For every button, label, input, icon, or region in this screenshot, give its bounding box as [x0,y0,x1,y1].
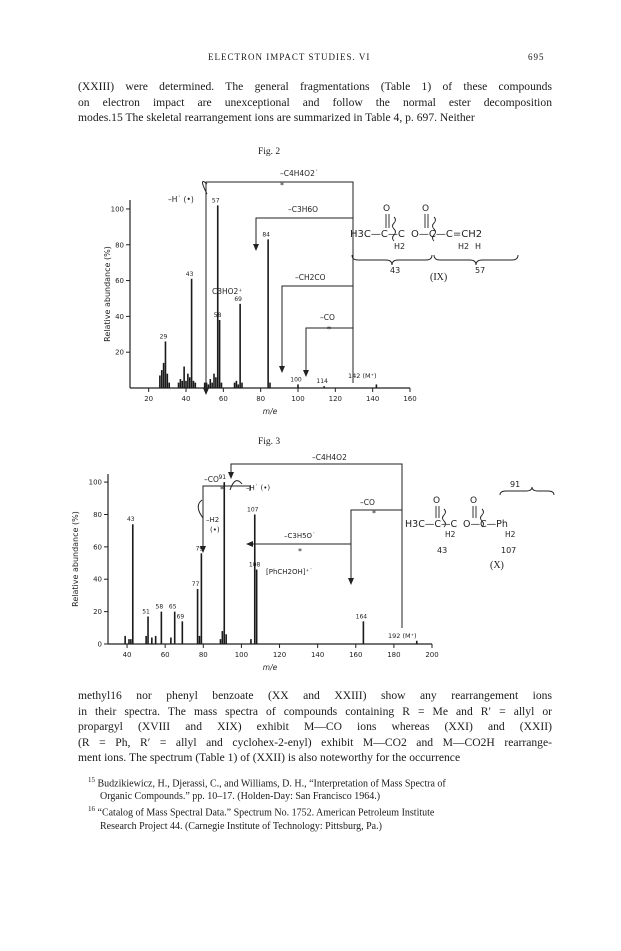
x-tick-label: 20 [144,395,154,403]
footnote-text-cont: Research Project 44. (Carnegie Institute of Technology: Pittsburg, Pa.) [100,820,382,832]
x-tick-label: 120 [272,651,287,659]
peak-label: 100 [290,376,302,384]
fig3-label-h2: –H2 [206,516,220,524]
fig3-peak-labels [127,474,367,620]
fig3-label-c3h5o: –C3H5O˙ [284,532,316,540]
peak-label: 58 [213,311,222,319]
peak-label: 57 [211,197,220,205]
y-tick-label: 20 [93,608,102,617]
fig3-compound-label: (X) [490,560,504,571]
body-paragraph [78,688,552,766]
x-tick-label: 40 [122,651,132,659]
text-line: (R = Ph, R′ = allyl and cyclohex-2-enyl) exhibit M—CO2 and M—CO2H rearrange- [78,735,552,749]
peak-label: 91 [218,474,227,482]
fig3-label-c4h4o2: –C4H4O2 [312,453,347,462]
peak-label: 114 [316,378,328,386]
peak-label: 29 [159,333,168,341]
fig2-star: * [280,181,284,190]
x-tick-label: 160 [349,651,363,659]
fig2-bracket-ch2co [282,286,353,366]
footnote-mark: 15 [88,776,95,784]
fig2-bracket-co [306,328,353,370]
y-axis-label: Relative abundance (%) [103,246,112,342]
page-number: 695 [528,52,545,62]
footnote-text: Budzikiewicz, H., Djerassi, C., and Williams, D. H., “Interpretation of Mass Spectra of [97,778,446,790]
footnote-mark: 16 [88,805,95,814]
fig2-bracket-c4h4o2 [206,182,353,388]
fig2-label-ch2co: –CH2CO [295,273,326,282]
fig3-bracket-co-right [351,510,402,578]
y-tick-label: 0 [97,640,102,649]
peak-label: 51 [142,608,150,616]
fig2-struct-h2: H2 [394,242,406,251]
fig3-struct-h2b: H2 [505,530,516,539]
fig2-label-mplus: 142 (M⁺) [348,372,377,380]
intro-paragraph [78,79,552,126]
x-tick-label: 180 [387,651,401,659]
fig2-structure [350,195,560,295]
y-tick-label: 100 [110,205,124,214]
fig3-label-phch2oh: [PhCH2OH]⁺˙ [266,568,313,576]
text-line: methyl16 nor phenyl benzoate (XX and XXIII) show any rearrangement ions [78,689,552,702]
fig3-frag-107: 107 [501,546,517,555]
y-tick-label: 80 [93,510,102,519]
fig2-label-co: –CO [320,313,335,322]
y-tick-label: 40 [115,312,124,321]
fig3-h2-curve [198,500,203,518]
fig2-compound-label: (IX) [430,272,448,283]
x-tick-label: 200 [425,651,439,659]
x-tick-label: 60 [160,651,170,659]
fig2-frag-57: 57 [475,266,486,275]
peak-label: 69 [176,613,185,621]
peak-label: 77 [191,580,200,588]
fig2-peak-labels [160,197,328,385]
peak-label: 164 [355,613,368,621]
fig3-frag-43: 43 [437,546,448,555]
fig2-struct-o2: O [422,204,430,214]
text-line: on electron impact are unexceptional and follow the normal ester decomposition [78,95,552,109]
x-axis-label: m/e [262,407,278,416]
fig2-structure-drawing [350,195,560,295]
fig3-frag-91: 91 [510,480,521,489]
fig3-star-mid: * [298,547,302,556]
fig3-struct-left: H3C—C—C [405,519,458,530]
fig3-structure [405,475,565,555]
fig2-annotations [203,182,354,388]
peak-label: 65 [168,603,177,611]
y-axis-label: Relative abundance (%) [71,511,80,607]
peak-label: 69 [234,295,242,303]
fig3-label-co-right: –CO [360,498,375,507]
footnote-16 [88,803,558,832]
footnotes [88,774,558,833]
fig3-star-left: * [220,485,224,494]
peak-label: 43 [126,516,135,524]
fig2-struct-h: H [475,242,482,251]
y-tick-label: 80 [115,241,124,250]
peak-label: 84 [262,231,270,239]
fig2-struct-left: H3C—C—C [350,229,405,240]
fig3-caption: Fig. 3 [258,437,281,447]
fig2-label-h-rad: –H˙ (•) [168,195,194,204]
fig3-struct-right: O—C—Ph [463,519,508,530]
y-tick-label: 60 [115,277,124,286]
x-tick-label: 100 [291,395,305,403]
fig3-star-right: * [372,509,376,518]
text-line: modes.15 The skeletal rearrangement ions are summarized in Table 4, p. 697. Neither [78,111,475,125]
x-tick-label: 80 [256,395,266,403]
fig3-struct-o1: O [433,496,441,506]
x-tick-label: 80 [198,651,208,659]
fig3-label-mplus: 192 (M⁺) [388,632,417,640]
fig3-struct-o2: O [470,496,478,506]
peak-label: 58 [155,603,164,611]
running-header-title: ELECTRON IMPACT STUDIES. VI [208,52,371,62]
peak-label: 79 [195,545,204,553]
text-line: in their spectra. The mass spectra of compounds containing R = Me and R′ = allyl or [78,704,552,718]
x-tick-label: 140 [310,651,325,659]
x-tick-label: 60 [218,395,228,403]
fig3-structure-drawing [405,475,565,555]
x-tick-label: 40 [181,395,191,403]
fig3-label-h-rad: –H˙ (•) [246,484,271,492]
fig2-star-co: * [327,325,331,334]
y-tick-label: 60 [93,543,102,552]
fig3-struct-h2: H2 [445,530,456,539]
text-line: (XXIII) were determined. The general fragmentations (Table 1) of these compounds [78,80,552,93]
peak-label: 107 [247,506,259,514]
footnote-15 [88,774,558,803]
fig2-caption: Fig. 2 [258,147,281,157]
x-tick-label: 120 [328,395,343,403]
fig2-label-c3h6o: –C3H6O [288,205,319,214]
y-tick-label: 20 [115,348,124,357]
fig2-struct-o1: O [383,204,391,214]
x-tick-label: 160 [403,395,417,403]
text-line: ment ions. The spectrum (Table 1) of (XXII) is also noteworthy for the occurrence [78,751,461,765]
peak-label: 108 [248,561,261,569]
fig2-label-c3ho2: C3HO2⁺ [212,287,243,296]
peak-label: 43 [185,270,194,278]
text-line: propargyl (XVIII and XIX) exhibit M—CO ions whereas (XXI) and (XXII) [78,720,552,734]
fig2-bracket-c3h6o [256,218,353,244]
footnote-text: “Catalog of Mass Spectral Data.” Spectrum No. 1752. American Petroleum Institute [97,807,435,819]
x-axis-label: m/e [262,663,278,672]
fig2-struct-right: O—C—C=CH2 [411,229,483,240]
footnote-text-cont: Organic Compounds.” pp. 10–17. (Holden-Day: San Francisco 1964.) [100,791,381,803]
fig3-h-curve [230,481,242,490]
fig2-frag-43: 43 [390,266,401,275]
x-tick-label: 100 [234,651,249,659]
fig3-label-co-left: –CO [204,475,219,484]
y-tick-label: 100 [88,478,102,487]
x-tick-label: 140 [365,395,380,403]
fig2-label-c4h4o2: –C4H4O2˙ [280,169,319,178]
fig2-struct-h2b: H2 [458,242,470,251]
fig3-label-h2-star: (•) [210,526,220,534]
y-tick-label: 40 [93,575,102,584]
